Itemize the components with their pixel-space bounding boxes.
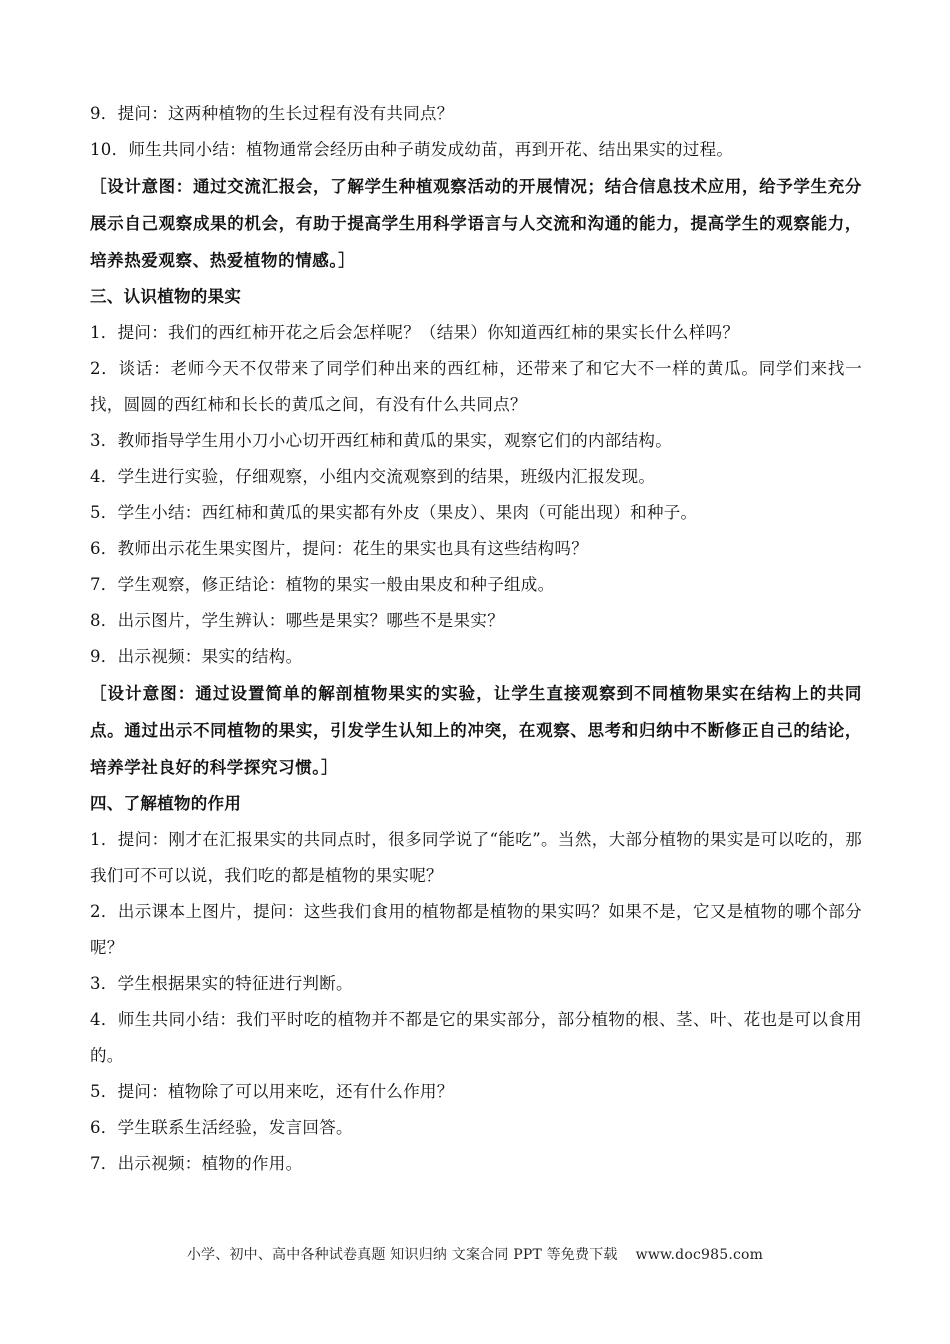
document-body: [90, 96, 862, 1182]
paragraph: 9．提问：这两种植物的生长过程有没有共同点？: [90, 104, 454, 123]
paragraph: 5．提问：植物除了可以用来吃，还有什么作用？: [90, 1082, 454, 1101]
design-intent-note: ［设计意图：通过交流汇报会，了解学生种植观察活动的开展情况；结合信息技术应用，给予学生充分展示自己观察成果的机会，有助于提高学生用科学语言与人交流和沟通的能力，提高学生的观察能力，培养热爱观察、热爱植物的情感。］: [90, 177, 862, 270]
paragraph: 7．出示视频：植物的作用。: [90, 1154, 303, 1173]
paragraph: 5．学生小结：西红柿和黄瓜的果实都有外皮（果皮）、果肉（可能出现）和种子。: [90, 503, 698, 522]
footer-site-link[interactable]: www.doc985.com: [635, 1247, 764, 1263]
design-intent-note: ［设计意图：通过设置简单的解剖植物果实的实验，让学生直接观察到不同植物果实在结构上的共同点。通过出示不同植物的果实，引发学生认知上的冲突，在观察、思考和归纳中不断修正自己的结论，培养学社良好的科学探究习惯。］: [90, 684, 862, 777]
paragraph: 4．学生进行实验，仔细观察，小组内交流观察到的结果，班级内汇报发现。: [90, 467, 656, 486]
paragraph: 10．师生共同小结：植物通常会经历由种子萌发成幼苗，再到开花、结出果实的过程。: [90, 140, 734, 159]
section-heading: 四、了解植物的作用: [90, 794, 242, 813]
paragraph: 7．学生观察，修正结论：植物的果实一般由果皮和种子组成。: [90, 575, 555, 594]
paragraph: 1．提问：我们的西红柿开花之后会怎样呢？（结果）你知道西红柿的果实长什么样吗？: [90, 323, 740, 342]
paragraph: 3．教师指导学生用小刀小心切开西红柿和黄瓜的果实，观察它们的内部结构。: [90, 431, 672, 450]
footer-text: 小学、初中、高中各种试卷真题 知识归纳 文案合同 PPT 等免费下载: [186, 1247, 618, 1263]
paragraph: 2．出示课本上图片，提问：这些我们食用的植物都是植物的果实吗？如果不是，它又是植物的哪个部分呢？: [90, 902, 862, 957]
paragraph: 6．教师出示花生果实图片，提问：花生的果实也具有这些结构吗？: [90, 539, 588, 558]
paragraph: 1．提问：刚才在汇报果实的共同点时，很多同学说了“能吃”。当然，大部分植物的果实是可以吃的，那我们可不可以说，我们吃的都是植物的果实呢？: [90, 830, 862, 885]
paragraph: 2．谈话：老师今天不仅带来了同学们种出来的西红柿，还带来了和它大不一样的黄瓜。同学们来找一找，圆圆的西红柿和长长的黄瓜之间，有没有什么共同点？: [90, 359, 862, 414]
paragraph: 6．学生联系生活经验，发言回答。: [90, 1118, 353, 1137]
paragraph: 8．出示图片，学生辨认：哪些是果实？哪些不是果实？: [90, 611, 504, 630]
paragraph: 9．出示视频：果实的结构。: [90, 647, 303, 666]
section-heading: 三、认识植物的果实: [90, 287, 242, 306]
paragraph: 3．学生根据果实的特征进行判断。: [90, 974, 353, 993]
page-footer: [0, 1244, 950, 1264]
paragraph: 4．师生共同小结：我们平时吃的植物并不都是它的果实部分，部分植物的根、茎、叶、花也是可以食用的。: [90, 1010, 862, 1065]
